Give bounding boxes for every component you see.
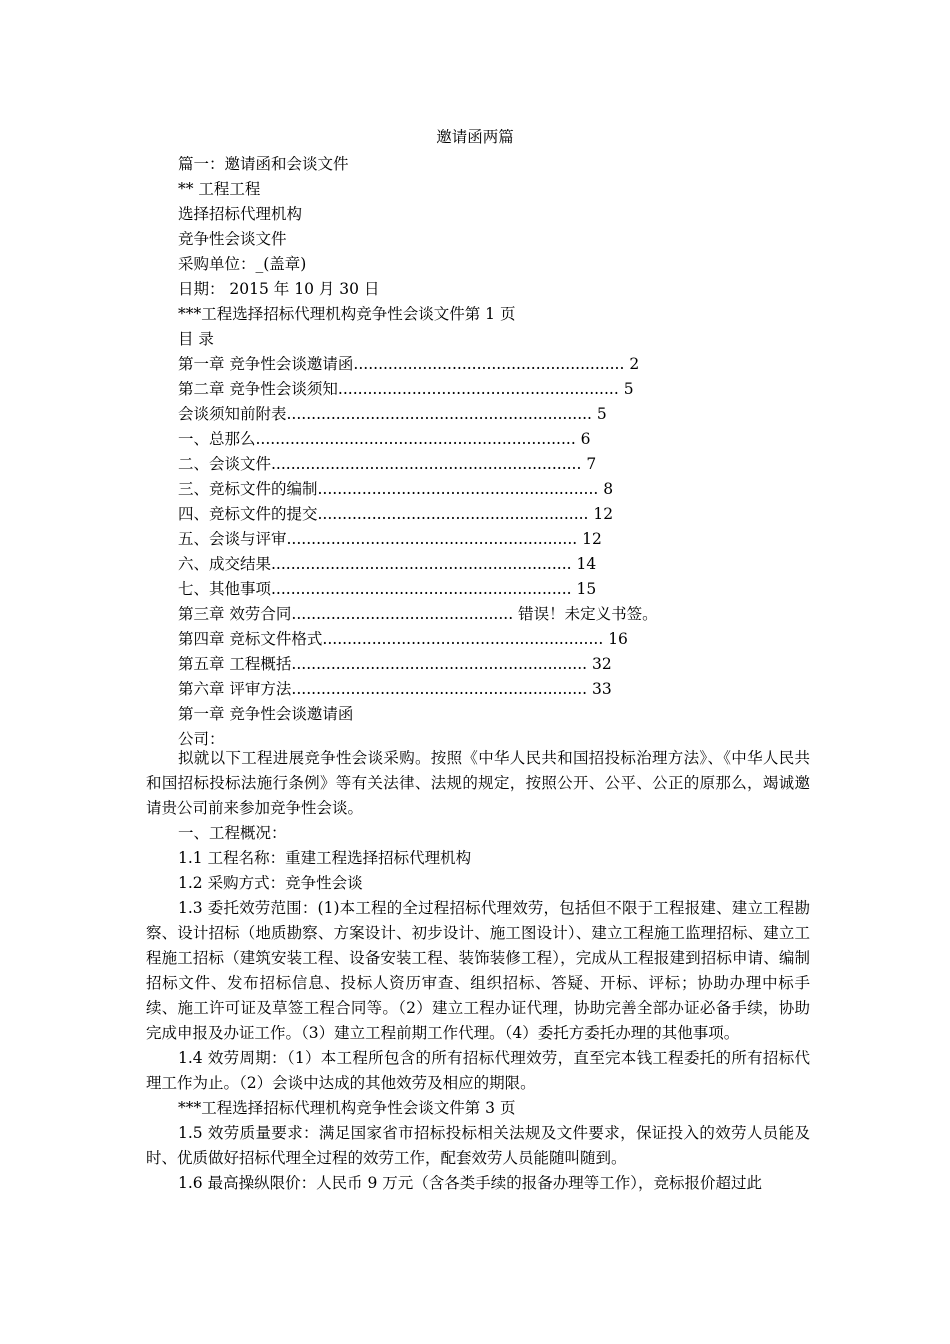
body-text xyxy=(146,746,810,1196)
paragraph-section-heading: 一、工程概况： xyxy=(178,824,287,842)
salutation: 公司： xyxy=(178,730,225,748)
toc-entry: 二、会谈文件............................................................... 7 xyxy=(178,455,597,473)
toc-entry: 六、成交结果............................................................. 14 xyxy=(178,555,597,573)
toc-heading: 目 录 xyxy=(178,330,214,348)
toc-entry: 第三章 效劳合同............................................. 错误！未定义书签。 xyxy=(178,605,658,623)
toc-entry: 三、竞标文件的编制......................................................... 8 xyxy=(178,480,614,498)
front-matter xyxy=(178,152,838,752)
date-line: 日期： 2015 年 10 月 30 日 xyxy=(178,280,380,298)
chapter-heading: 第一章 竞争性会谈邀请函 xyxy=(178,705,354,723)
toc-entry: 七、其他事项............................................................. 15 xyxy=(178,580,597,598)
project-name: ** 工程工程 xyxy=(178,180,261,198)
section-heading: 篇一：邀请函和会谈文件 xyxy=(178,155,349,173)
toc-entry: 五、会谈与评审........................................................... 12 xyxy=(178,530,602,548)
toc-entry: 第四章 竞标文件格式......................................................... 16 xyxy=(178,630,628,648)
toc-entry: 第二章 竞争性会谈须知......................................................... 5 xyxy=(178,380,634,398)
project-subtitle: 选择招标代理机构 xyxy=(178,205,303,223)
paragraph-intro: 拟就以下工程进展竞争性会谈采购。按照《中华人民共和国招投标治理方法》、《中华人民共和国招标投标法施行条例》等有关法律、法规的规定，按照公开、公平、公正的原那么，竭诚邀请贵公司前来参加竞争性会谈。 xyxy=(146,749,810,817)
document-type: 竞争性会谈文件 xyxy=(178,230,287,248)
paragraph-service-scope: 1.3 委托效劳范围：(1)本工程的全过程招标代理效劳，包括但不限于工程报建、建立工程勘察、设计招标（地质勘察、方案设计、初步设计、施工图设计）、建立工程施工监理招标、建立工程施工招标（建筑安装工程、设备安装工程、装饰装修工程），完成从工程报建到招标申请、编制招标文件、发布招标信息、投标人资历审查、组织招标、答疑、开标、评标；协助办理中标手续、施工许可证及草签工程合同等。（2）建立工程办证代理，协助完善全部办证必备手续，协助完成申报及办证工作。（3）建立工程前期工作代理。（4）委托方委托办理的其他事项。 xyxy=(146,899,810,1042)
toc-entry: 第一章 竞争性会谈邀请函....................................................... 2 xyxy=(178,355,640,373)
toc-entry: 一、总那么................................................................. 6 xyxy=(178,430,591,448)
toc-entry: 四、竞标文件的提交....................................................... 12 xyxy=(178,505,614,523)
page-header: ***工程选择招标代理机构竞争性会谈文件第 1 页 xyxy=(178,305,516,323)
toc-entry: 第六章 评审方法............................................................ 33 xyxy=(178,680,612,698)
paragraph-project-name: 1.1 工程名称：重建工程选择招标代理机构 xyxy=(178,849,472,867)
table-of-contents xyxy=(178,352,838,702)
toc-entry: 会谈须知前附表.............................................................. 5 xyxy=(178,405,607,423)
paragraph-quality-requirements: 1.5 效劳质量要求：满足国家省市招标投标相关法规及文件要求，保证投入的效劳人员能及时、优质做好招标代理全过程的效劳工作，配套效劳人员能随叫随到。 xyxy=(146,1124,810,1167)
purchaser-line: 采购单位：_(盖章) xyxy=(178,255,307,273)
page-header: ***工程选择招标代理机构竞争性会谈文件第 3 页 xyxy=(178,1099,516,1117)
paragraph-procurement-method: 1.2 采购方式：竞争性会谈 xyxy=(178,874,363,892)
toc-entry: 第五章 工程概括............................................................ 32 xyxy=(178,655,612,673)
paragraph-service-period: 1.4 效劳周期：（1）本工程所包含的所有招标代理效劳，直至完本钱工程委托的所有招标代理工作为止。（2）会谈中达成的其他效劳及相应的期限。 xyxy=(146,1049,810,1092)
document-title: 邀请函两篇 xyxy=(436,128,514,146)
paragraph-price-limit: 1.6 最高操纵限价：人民币 9 万元（含各类手续的报备办理等工作），竞标报价超过此 xyxy=(178,1174,763,1192)
